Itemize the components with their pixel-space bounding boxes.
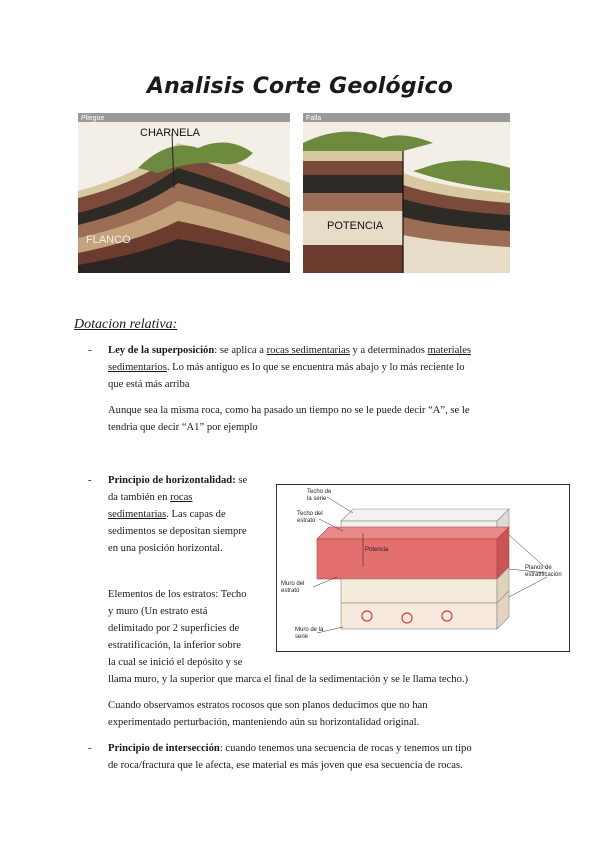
- interseccion-line1: Principio de intersección: cuando tenemos una secuencia de rocas y tenemos un tipo: [108, 743, 472, 754]
- observacion-line1: Cuando observamos estratos rocosos que son planos deducimos que no han: [108, 700, 428, 711]
- bullet-dash: -: [88, 742, 92, 754]
- link-sedimentarios: sedimentarios: [108, 362, 167, 373]
- link-rocas: rocas: [170, 492, 193, 503]
- superposicion-note-line1: Aunque sea la misma roca, como ha pasado un tiempo no se le puede decir “A”, se le: [108, 405, 470, 416]
- superposicion-line1: Ley de la superposición: se aplica a rocas sedimentarias y a determinados materiales: [108, 345, 472, 356]
- potencia-label-diagram: Potencia: [365, 547, 389, 553]
- interseccion-line2: de roca/fractura que le afecta, ese material es más joven que esa secuencia de rocas.: [108, 760, 463, 771]
- techo-serie-label: Techo de la serie: [307, 489, 332, 502]
- fold-tag: Pliegue: [81, 115, 105, 122]
- muro-estrato-label: Muro del estrato: [281, 581, 305, 594]
- fault-tag: Falla: [306, 115, 322, 122]
- potencia-label: POTENCIA: [327, 220, 384, 232]
- horizontalidad-line5: en una posición horizontal.: [108, 543, 223, 554]
- superposicion-note-line2: tendria que decir “A1” por ejemplo: [108, 422, 258, 433]
- superposicion-line3: que está más arriba: [108, 379, 190, 390]
- estratos-line4: estratificación, la inferior sobre: [108, 640, 241, 651]
- bullet-dash: -: [88, 474, 92, 486]
- link-rocas-sedimentarias: rocas sedimentarias: [266, 345, 350, 356]
- observacion-line2: experimentado perturbación, manteniendo aún su horizontalidad original.: [108, 717, 420, 728]
- fault-figure: [303, 113, 510, 273]
- interseccion-term: Principio de intersección: [108, 743, 220, 754]
- estratos-line6: llama muro, y la superior que marca el final de la sedimentación y se le llama techo.): [108, 674, 469, 685]
- muro-serie-label: Muro de la serie: [295, 627, 324, 640]
- flanco-label: FLANCO: [86, 234, 131, 246]
- link-sedimentarias: sedimentarias: [108, 509, 167, 520]
- link-materiales: materiales: [427, 345, 472, 356]
- horizontalidad-term: Principio de horizontalidad:: [108, 475, 236, 486]
- horizontalidad-line2: da también en rocas: [108, 492, 193, 503]
- fold-figure: [78, 113, 290, 273]
- superposicion-line2: sedimentarios. Lo más antiguo es lo que se encuentra más abajo y lo más reciente lo: [108, 362, 465, 373]
- estratos-line1: Elementos de los estratos: Techo: [108, 589, 247, 600]
- horizontalidad-line3: sedimentarias. Las capas de: [108, 509, 226, 520]
- planos-estratificacion-label: Planos de estratificación: [525, 565, 562, 578]
- estratos-line3: delimitado por 2 superficies de: [108, 623, 240, 634]
- fault-illustration: [303, 113, 510, 273]
- horizontalidad-line1: Principio de horizontalidad: se: [108, 475, 248, 486]
- estratos-line2: y muro (Un estrato está: [108, 606, 208, 617]
- estratos-line5: la cual se inició el depósito y se: [108, 657, 243, 668]
- horizontalidad-line4: sedimentos se depositan siempre: [108, 526, 247, 537]
- charnela-label: CHARNELA: [140, 127, 200, 139]
- page-title: Analisis Corte Geológico: [146, 74, 454, 99]
- superposicion-term: Ley de la superposición: [108, 345, 215, 356]
- strata-diagram: [276, 484, 570, 652]
- bullet-dash: -: [88, 344, 92, 356]
- section-title: Dotacion relativa:: [74, 317, 178, 332]
- techo-estrato-label: Techo del estrato: [297, 511, 323, 524]
